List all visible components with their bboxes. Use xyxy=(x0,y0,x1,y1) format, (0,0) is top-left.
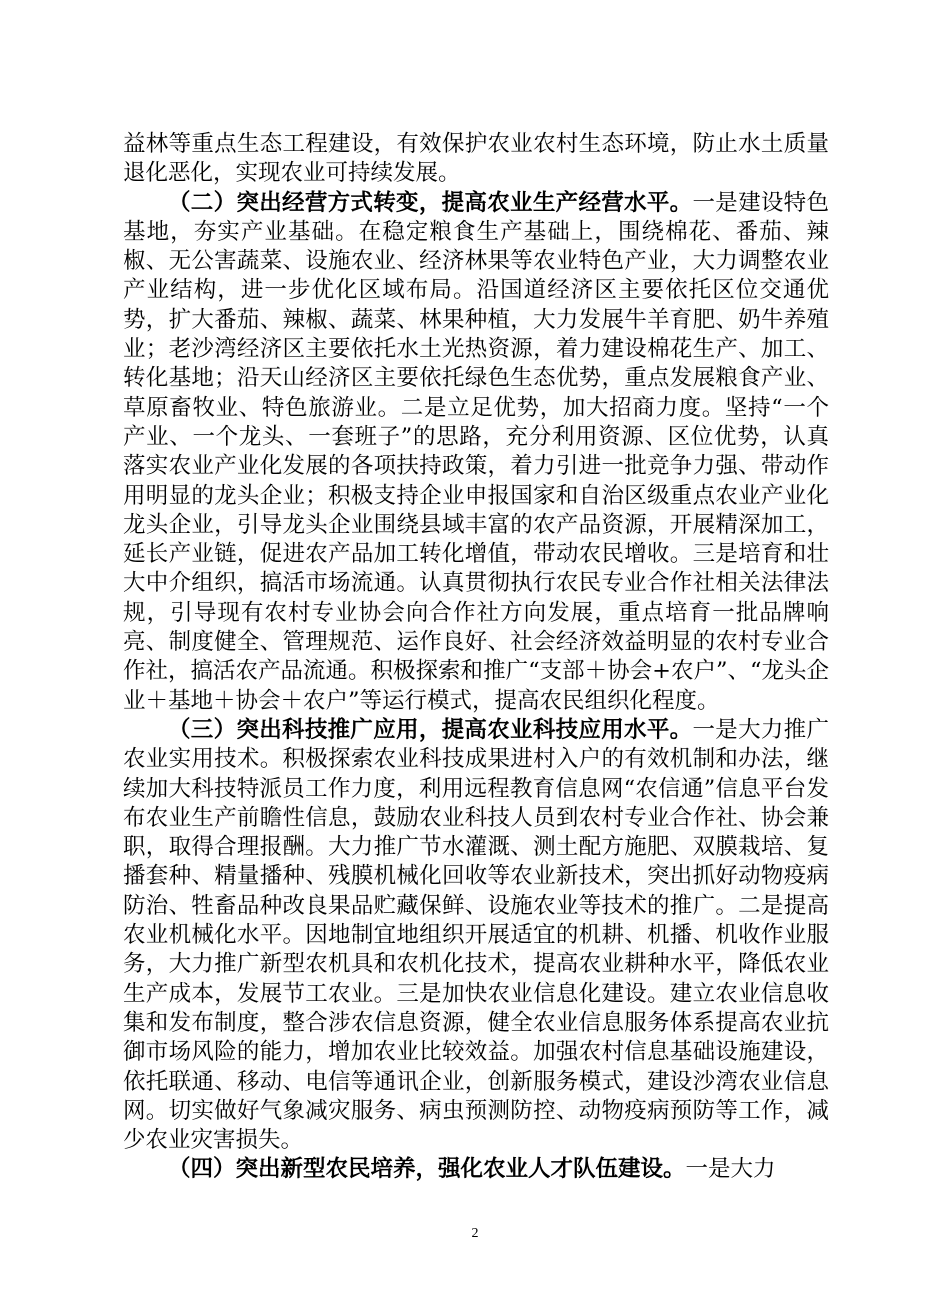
section-2-paragraph xyxy=(123,189,829,716)
page-number: 2 xyxy=(471,1226,479,1241)
section-4-paragraph xyxy=(123,1155,829,1184)
section-4-body: 一是大力 xyxy=(685,1156,776,1183)
section-3-body: 一是大力推广农业实用技术。积极探索农业科技成果进村入户的有效机制和办法，继续加大科技特派员工作力度，利用远程教育信息网“农信通”信息平台发布农业生产前瞻性信息，鼓励农业科技人员到农村专业合作社、协会兼职，取得合理报酬。大力推广节水灌溉、测土配方施肥、双膜栽培、复播套种、精量播种、残膜机械化回收等农业新技术，突出抓好动物疫病防治、牲畜品种改良果品贮藏保鲜、设施农业等技术的推广。二是提高农业机械化水平。因地制宜地组织开展适宜的机耕、机播、机收作业服务，大力推广新型农机具和农机化技术，提高农业耕种水平，降低农业生产成本，发展节工农业。三是加快农业信息化建设。建立农业信息收集和发布制度，整合涉农信息资源，健全农业信息服务体系提高农业抗御市场风险的能力，增加农业比较效益。加强农村信息基础设施建设，依托联通、移动、电信等通讯企业，创新服务模式，建设沙湾农业信息网。切实做好气象减灾服务、病虫预测防控、动物疫病预防等工作，减少农业灾害损失。 xyxy=(123,716,829,1154)
section-3-paragraph xyxy=(123,716,829,1155)
section-3-heading: （三）突出科技推广应用，提高农业科技应用水平。 xyxy=(168,716,693,743)
section-2-body: 一是建设特色基地，夯实产业基础。在稳定粮食生产基础上，围绕棉花、番茄、辣椒、无公害蔬菜、设施农业、经济林果等农业特色产业，大力调整农业产业结构，进一步优化区域布局。沿国道经济区主要依托区位交通优势，扩大番茄、辣椒、蔬菜、林果种植，大力发展牛羊育肥、奶牛养殖业；老沙湾经济区主要依托水土光热资源，着力建设棉花生产、加工、转化基地；沿天山经济区主要依托绿色生态优势，重点发展粮食产业、草原畜牧业、特色旅游业。二是立足优势，加大招商力度。坚持“一个产业、一个龙头、一套班子”的思路，充分利用资源、区位优势，认真落实农业产业化发展的各项扶持政策，着力引进一批竞争力强、带动作用明显的龙头企业；积极支持企业申报国家和自治区级重点农业产业化龙头企业，引导龙头企业围绕县域丰富的农产品资源，开展精深加工，延长产业链，促进农产品加工转化增值，带动农民增收。三是培育和壮大中介组织，搞活市场流通。认真贯彻执行农民专业合作社相关法律法规，引导现有农村专业协会向合作社方向发展，重点培育一批品牌响亮、制度健全、管理规范、运作良好、社会经济效益明显的农村专业合作社，搞活农产品流通。积极探索和推广“支部＋协会+农户”、“龙头企业＋基地＋协会＋农户”等运行模式，提高农民组织化程度。 xyxy=(123,189,829,714)
body-text xyxy=(123,130,829,1185)
intro-paragraph: 益林等重点生态工程建设，有效保护农业农村生态环境，防止水土质量退化恶化，实现农业可持续发展。 xyxy=(123,131,829,187)
section-2-heading: （二）突出经营方式转变，提高农业生产经营水平。 xyxy=(168,189,693,216)
section-4-heading: （四）突出新型农民培养，强化农业人才队伍建设。 xyxy=(168,1156,686,1183)
